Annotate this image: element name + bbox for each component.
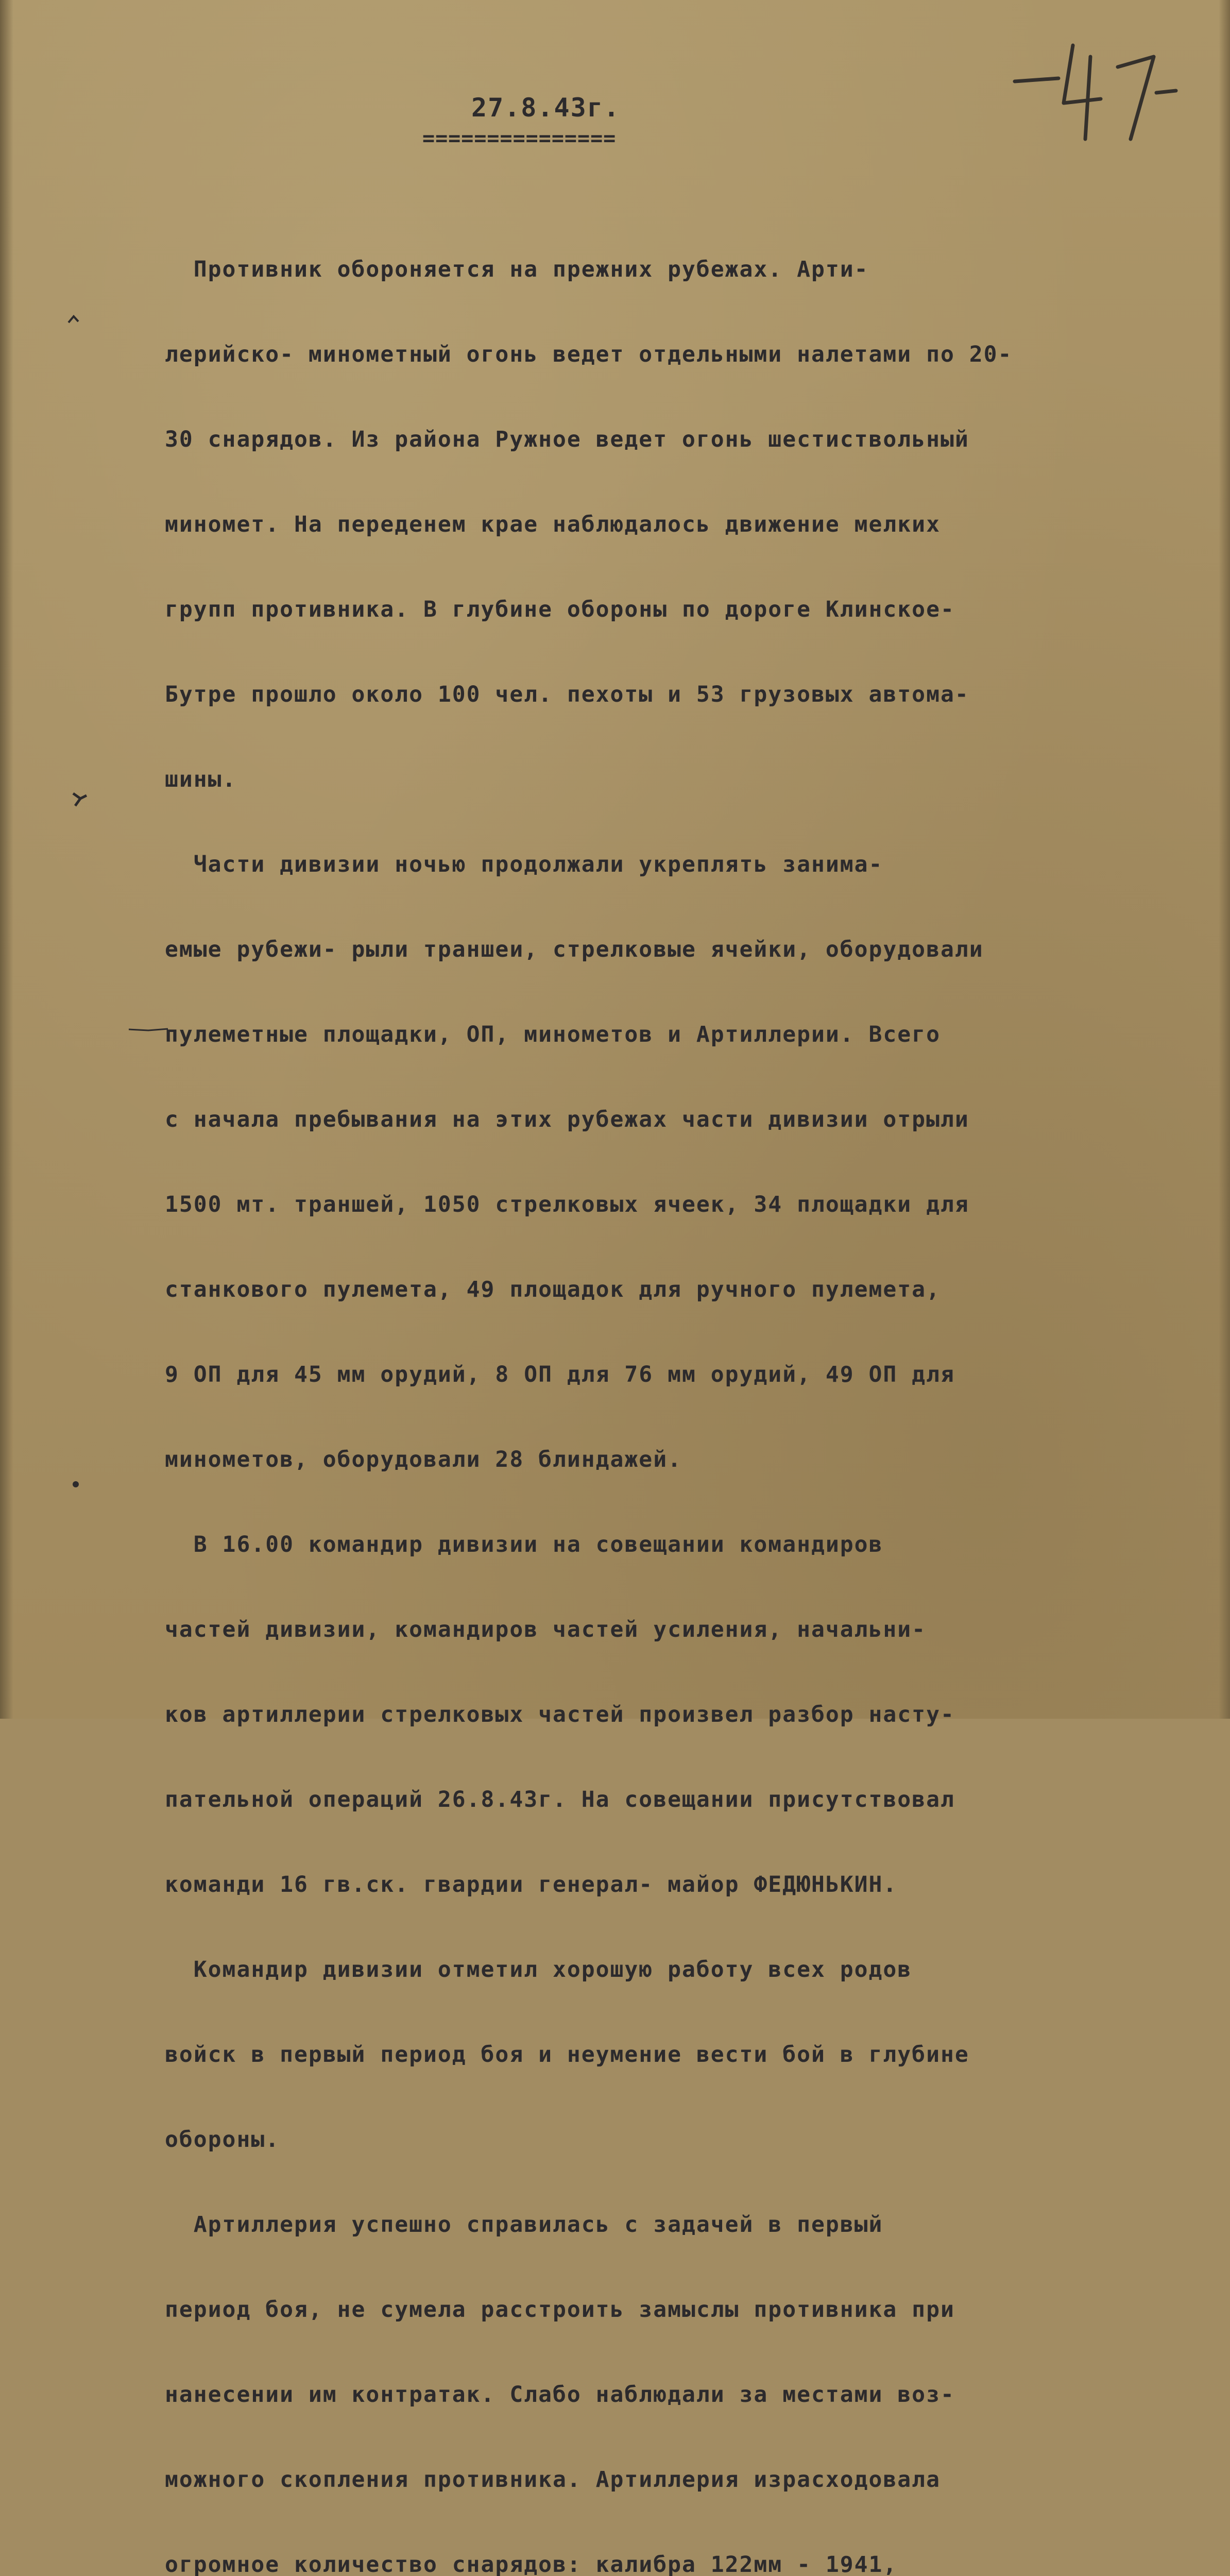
text-line: нанесении им контратак. Слабо наблюдали за местами воз- bbox=[165, 2382, 955, 2408]
margin-ink-mark bbox=[128, 1024, 169, 1035]
text-line: шины. bbox=[165, 767, 237, 792]
text-line: можного скопления противника. Артиллерия израсходовала bbox=[165, 2467, 941, 2493]
handwritten-folio-number bbox=[1012, 41, 1177, 144]
date-underline: =============== bbox=[422, 127, 617, 150]
text-line: с начала пребывания на этих рубежах части дивизии отрыли bbox=[165, 1107, 969, 1132]
text-line: групп противника. В глубине обороны по дороге Клинское- bbox=[165, 597, 955, 622]
text-line: 30 снарядов. Из района Ружное ведет огонь шестиствольный bbox=[165, 427, 969, 452]
text-line: Части дивизии ночью продолжали укреплять занима- bbox=[165, 852, 883, 877]
text-line: войск в первый период боя и неумение вести бой в глубине bbox=[165, 2042, 969, 2067]
report-body bbox=[165, 199, 1143, 2576]
text-line: В 16.00 командир дивизии на совещании командиров bbox=[165, 1532, 883, 1557]
text-line: период боя, не сумела расстроить замыслы противника при bbox=[165, 2297, 955, 2323]
text-line: Артиллерия успешно справилась с задачей в первый bbox=[165, 2212, 883, 2238]
text-line: ков артиллерии стрелковых частей произвел разбор насту- bbox=[165, 1702, 955, 1727]
page-edge-shadow-left bbox=[0, 0, 13, 1719]
text-line: 9 ОП для 45 мм орудий, 8 ОП для 76 мм орудий, 49 ОП для bbox=[165, 1362, 955, 1387]
text-line: Командир дивизии отметил хорошую работу всех родов bbox=[165, 1957, 912, 1982]
page-edge-shadow-right bbox=[1219, 0, 1230, 1719]
text-line: частей дивизии, командиров частей усиления, начальни- bbox=[165, 1617, 927, 1642]
text-line: огромное количество снарядов: калибра 122мм - 1941, bbox=[165, 2552, 898, 2576]
text-line: 1500 мт. траншей, 1050 стрелковых ячеек, 34 площадки для bbox=[165, 1192, 969, 1217]
text-line: команди 16 гв.ск. гвардии генерал- майор ФЕДЮНЬКИН. bbox=[165, 1872, 898, 1897]
text-line: емые рубежи- рыли траншеи, стрелковые ячейки, оборудовали bbox=[165, 937, 984, 962]
margin-ink-mark bbox=[70, 788, 91, 809]
text-line: станкового пулемета, 49 площадок для ручного пулемета, bbox=[165, 1277, 941, 1302]
text-line: минометов, оборудовали 28 блиндажей. bbox=[165, 1447, 682, 1472]
report-date: 27.8.43г. bbox=[471, 93, 620, 123]
text-line: Противник обороняется на прежних рубежах. Арти- bbox=[165, 257, 869, 282]
margin-ink-mark bbox=[68, 1477, 83, 1492]
text-line: пулеметные площадки, ОП, минометов и Артиллерии. Всего bbox=[165, 1022, 941, 1047]
text-line: лерийско- минометный огонь ведет отдельными налетами по 20- bbox=[165, 342, 1013, 367]
text-line: Бутре прошло около 100 чел. пехоты и 53 грузовых автома- bbox=[165, 682, 969, 707]
text-line: обороны. bbox=[165, 2127, 280, 2153]
margin-ink-mark bbox=[66, 312, 81, 328]
text-line: пательной операций 26.8.43г. На совещании присутствовал bbox=[165, 1787, 955, 1812]
text-line: миномет. На переденем крае наблюдалось движение мелких bbox=[165, 512, 941, 537]
